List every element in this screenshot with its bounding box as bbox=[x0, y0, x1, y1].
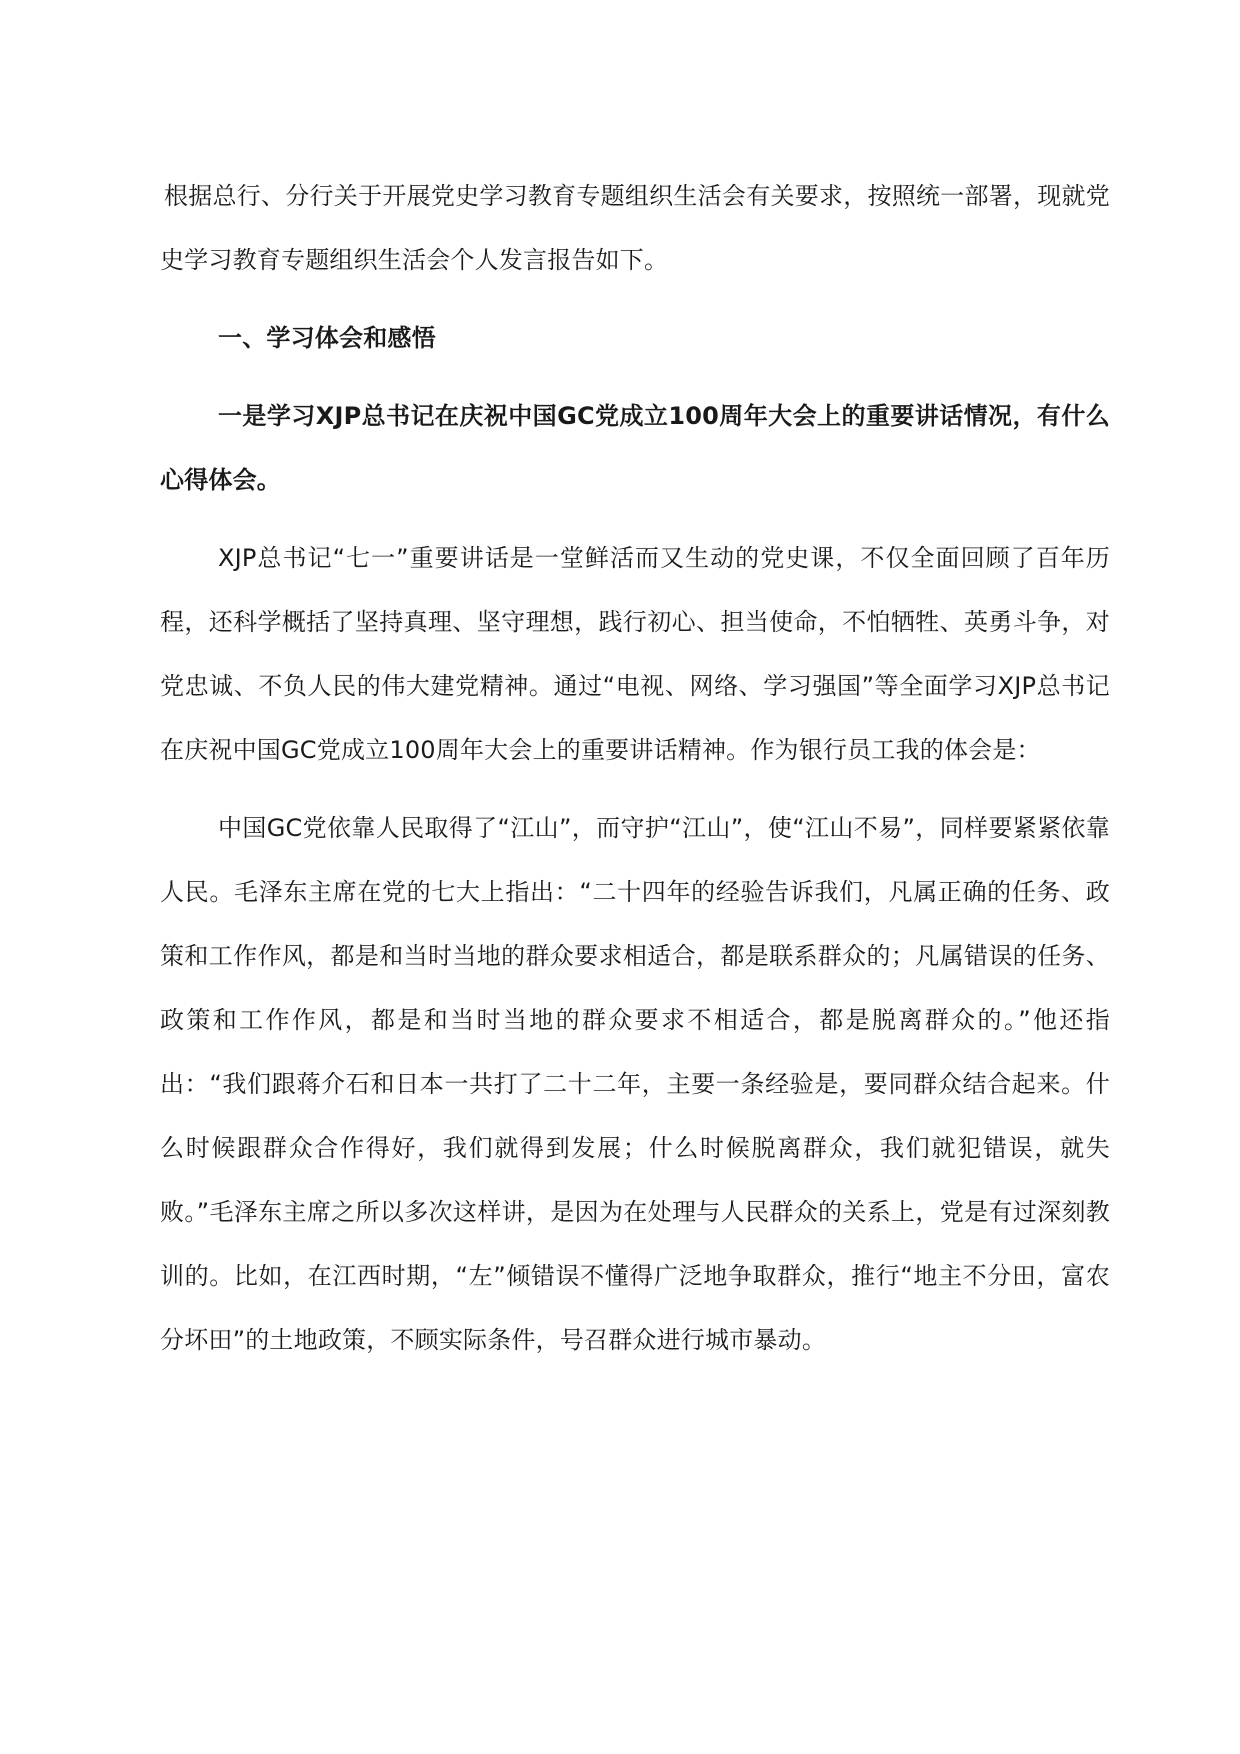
subsection-heading: 一是学习XJP总书记在庆祝中国GC党成立100周年大会上的重要讲话情况，有什么心得体会。 bbox=[160, 402, 1110, 494]
spacer bbox=[160, 512, 1110, 526]
body-paragraph: 中国GC党依靠人民取得了“江山”，而守护“江山”，使“江山不易”，同样要紧紧依靠人民。毛泽东主席在党的七大上指出：“二十四年的经验告诉我们，凡属正确的任务、政策和工作作风，都是和当时当地的群众要求相适合，都是联系群众的；凡属错误的任务、政策和工作作风，都是和当时当地的群众要求不相适合，都是脱离群众的。”他还指出：“我们跟蒋介石和日本一共打了二十二年，主要一条经验是，要同群众结合起来。什么时候跟群众合作得好，我们就得到发展；什么时候脱离群众，我们就犯错误，就失败。”毛泽东主席之所以多次这样讲，是因为在处理与人民群众的关系上，党是有过深刻教训的。比如，在江西时期，“左”倾错误不懂得广泛地争取群众，推行“地主不分田，富农分坏田”的土地政策，不顾实际条件，号召群众进行城市暴动。 bbox=[160, 814, 1110, 1354]
section-heading: 一、学习体会和感悟 bbox=[218, 324, 436, 352]
spacer bbox=[160, 782, 1110, 796]
intro-paragraph: 根据总行、分行关于开展党史学习教育专题组织生活会有关要求，按照统一部署，现就党史学习教育专题组织生活会个人发言报告如下。 bbox=[160, 182, 1110, 274]
document-body bbox=[160, 164, 1110, 1372]
body-paragraph: XJP总书记“七一”重要讲话是一堂鲜活而又生动的党史课，不仅全面回顾了百年历程，还科学概括了坚持真理、坚守理想，践行初心、担当使命，不怕牺牲、英勇斗争，对党忠诚、不负人民的伟大建党精神。通过“电视、网络、学习强国”等全面学习XJP总书记在庆祝中国GC党成立100周年大会上的重要讲话精神。作为银行员工我的体会是： bbox=[160, 544, 1110, 764]
spacer bbox=[160, 370, 1110, 384]
spacer bbox=[160, 292, 1110, 306]
